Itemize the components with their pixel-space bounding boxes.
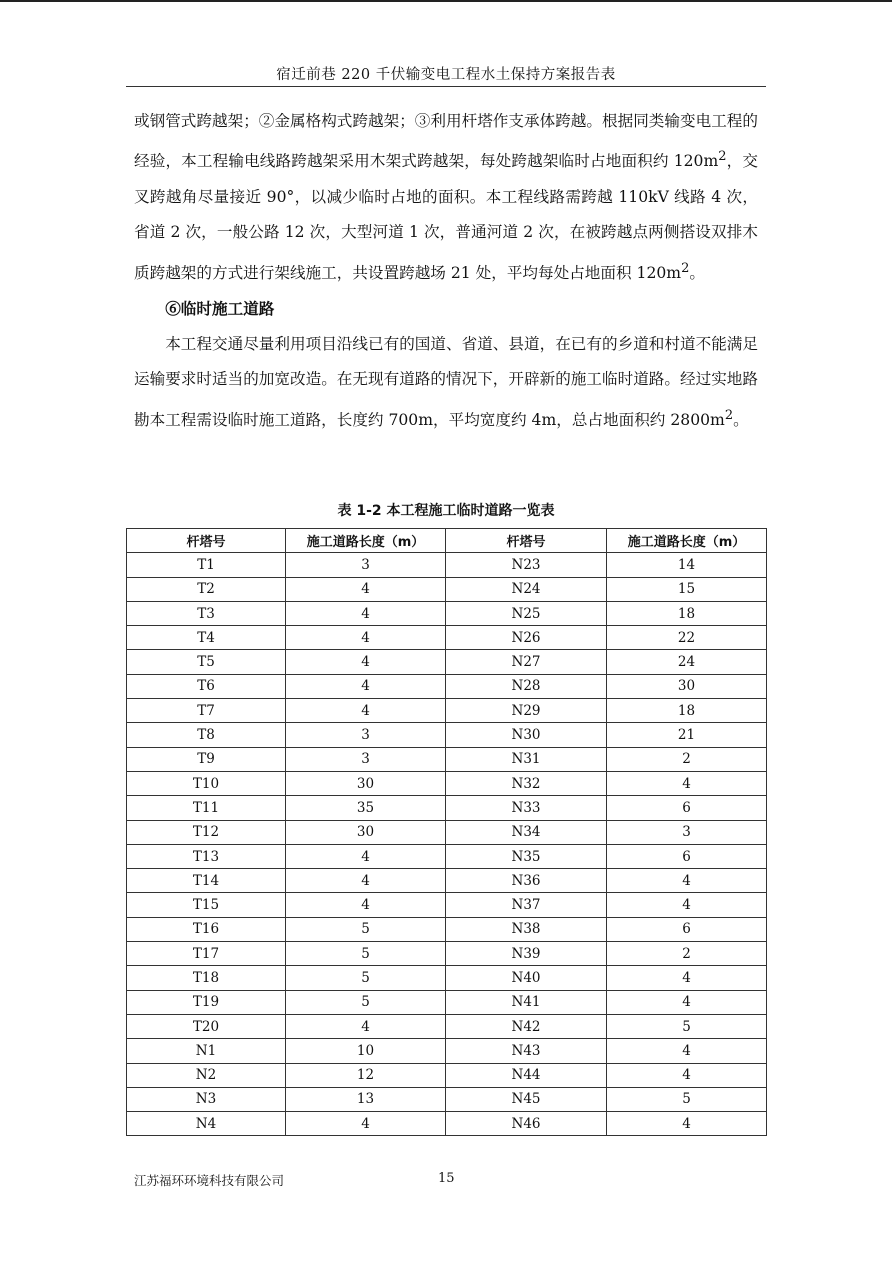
table-row [127,577,767,601]
table-row [127,869,767,893]
cell-tower-id: T2 [127,577,286,601]
table-row [127,723,767,747]
cell-tower-id: N3 [127,1087,286,1111]
cell-road-length: 4 [286,601,446,625]
cell-road-length: 5 [286,942,446,966]
table-row [127,650,767,674]
table-row [127,990,767,1014]
cell-road-length: 4 [286,844,446,868]
cell-road-length: 4 [607,893,767,917]
cell-tower-id: N44 [446,1063,607,1087]
cell-road-length: 3 [286,553,446,577]
cell-road-length: 5 [607,1087,767,1111]
cell-road-length: 5 [286,917,446,941]
cell-road-length: 10 [286,1039,446,1063]
cell-road-length: 21 [607,723,767,747]
cell-tower-id: N46 [446,1112,607,1136]
cell-tower-id: N36 [446,869,607,893]
cell-tower-id: N37 [446,893,607,917]
table-row [127,1063,767,1087]
table-caption: 表 1-2 本工程施工临时道路一览表 [337,503,555,519]
cell-road-length: 4 [286,699,446,723]
body-text [134,104,758,438]
para2-text-b: 。 [733,410,749,429]
table-row [127,893,767,917]
cell-road-length: 2 [607,747,767,771]
cell-tower-id: T15 [127,893,286,917]
table-row [127,747,767,771]
cell-road-length: 30 [286,820,446,844]
table-body [127,553,767,1136]
cell-tower-id: N2 [127,1063,286,1087]
table-row [127,820,767,844]
para1-text-b: ，交叉跨越角尽量接近 90°，以减少临时占地的面积。本工程线路需跨越 110kV 线路 4 次，省道 2 次，一般公路 12 次，大型河道 1 次，普通河道 2 次，在被跨越点两侧搭设双排木质跨越架的方式进行架线施工，共设置跨越场 21 处，平均每处占地面积 120m [134,152,758,282]
cell-road-length: 30 [607,674,767,698]
cell-tower-id: T16 [127,917,286,941]
cell-road-length: 4 [607,990,767,1014]
cell-road-length: 2 [607,942,767,966]
cell-road-length: 5 [607,1014,767,1038]
footer-company: 江苏福环环境科技有限公司 [134,1173,285,1188]
table-row [127,1087,767,1111]
page-number: 15 [438,1171,455,1186]
table-row [127,674,767,698]
cell-tower-id: N1 [127,1039,286,1063]
table-row [127,553,767,577]
cell-road-length: 18 [607,601,767,625]
cell-tower-id: T10 [127,771,286,795]
table-row [127,844,767,868]
cell-tower-id: N43 [446,1039,607,1063]
cell-tower-id: N38 [446,917,607,941]
page-header-title: 宿迁前巷 220 千伏输变电工程水土保持方案报告表 [276,67,616,83]
cell-road-length: 6 [607,917,767,941]
cell-road-length: 4 [607,1112,767,1136]
table-row [127,601,767,625]
cell-road-length: 18 [607,699,767,723]
cell-tower-id: T1 [127,553,286,577]
top-border-line [0,0,892,2]
cell-road-length: 3 [286,747,446,771]
cell-tower-id: T14 [127,869,286,893]
cell-road-length: 4 [286,626,446,650]
para2-text-a: 本工程交通尽量利用项目沿线已有的国道、省道、县道，在已有的乡道和村道不能满足运输要求时适当的加宽改造。在无现有道路的情况下，开辟新的施工临时道路。经过实地路勘本工程需设临时施工道路，长度约 700m，平均宽度约 4m，总占地面积约 2800m [134,334,758,429]
cell-tower-id: N25 [446,601,607,625]
table-header-row [127,529,767,553]
cell-tower-id: T5 [127,650,286,674]
cell-road-length: 4 [607,1039,767,1063]
table-row [127,942,767,966]
header-tower-id: 杆塔号 [127,529,286,553]
cell-road-length: 4 [286,650,446,674]
cell-road-length: 3 [286,723,446,747]
cell-tower-id: T12 [127,820,286,844]
cell-tower-id: T9 [127,747,286,771]
cell-tower-id: T11 [127,796,286,820]
cell-road-length: 4 [286,674,446,698]
cell-tower-id: N41 [446,990,607,1014]
cell-road-length: 30 [286,771,446,795]
para1-text-a: 或钢管式跨越架；②金属格构式跨越架；③利用杆塔作支承体跨越。根据同类输变电工程的经验，本工程输电线路跨越架采用木架式跨越架，每处跨越架临时占地面积约 120m [134,112,758,171]
cell-road-length: 6 [607,844,767,868]
header-road-length: 施工道路长度（m） [286,529,446,553]
cell-road-length: 22 [607,626,767,650]
table-row [127,966,767,990]
cell-tower-id: T17 [127,942,286,966]
para1-sup-b: 2 [681,260,690,276]
table-row [127,1014,767,1038]
cell-road-length: 4 [286,1014,446,1038]
cell-tower-id: T18 [127,966,286,990]
table-row [127,699,767,723]
cell-road-length: 5 [286,990,446,1014]
cell-tower-id: N34 [446,820,607,844]
cell-tower-id: N35 [446,844,607,868]
cell-road-length: 14 [607,553,767,577]
table-row [127,1112,767,1136]
table-row [127,796,767,820]
cell-tower-id: T20 [127,1014,286,1038]
cell-tower-id: N28 [446,674,607,698]
cell-tower-id: N24 [446,577,607,601]
cell-road-length: 4 [607,869,767,893]
para1-text-c: 。 [689,264,705,282]
header-tower-id: 杆塔号 [446,529,607,553]
subheading-temporary-roads: ⑥临时施工道路 [165,299,275,319]
cell-road-length: 4 [286,577,446,601]
cell-road-length: 3 [607,820,767,844]
cell-tower-id: N31 [446,747,607,771]
cell-road-length: 4 [607,966,767,990]
cell-road-length: 4 [286,893,446,917]
cell-tower-id: N40 [446,966,607,990]
cell-tower-id: T13 [127,844,286,868]
cell-road-length: 12 [286,1063,446,1087]
cell-tower-id: T19 [127,990,286,1014]
cell-tower-id: T4 [127,626,286,650]
cell-tower-id: N29 [446,699,607,723]
table-row [127,1039,767,1063]
cell-tower-id: N45 [446,1087,607,1111]
cell-road-length: 4 [607,1063,767,1087]
cell-tower-id: N30 [446,723,607,747]
para2-sup: 2 [724,407,734,423]
table-row [127,917,767,941]
cell-road-length: 15 [607,577,767,601]
cell-road-length: 4 [607,771,767,795]
cell-road-length: 5 [286,966,446,990]
cell-road-length: 4 [286,1112,446,1136]
cell-tower-id: N39 [446,942,607,966]
cell-tower-id: T6 [127,674,286,698]
cell-tower-id: N26 [446,626,607,650]
cell-tower-id: N4 [127,1112,286,1136]
cell-road-length: 13 [286,1087,446,1111]
header-divider [126,86,766,87]
cell-tower-id: N23 [446,553,607,577]
paragraph-crossing-frames [134,104,758,291]
para1-sup-a: 2 [718,149,727,165]
cell-tower-id: N27 [446,650,607,674]
table-row [127,626,767,650]
cell-tower-id: N42 [446,1014,607,1038]
header-road-length: 施工道路长度（m） [607,529,767,553]
cell-road-length: 24 [607,650,767,674]
paragraph-temporary-roads [134,327,758,438]
cell-tower-id: N32 [446,771,607,795]
cell-tower-id: T3 [127,601,286,625]
cell-tower-id: T8 [127,723,286,747]
cell-road-length: 6 [607,796,767,820]
table-row [127,771,767,795]
cell-road-length: 35 [286,796,446,820]
cell-road-length: 4 [286,869,446,893]
temporary-road-table [126,528,767,1136]
cell-tower-id: N33 [446,796,607,820]
cell-tower-id: T7 [127,699,286,723]
